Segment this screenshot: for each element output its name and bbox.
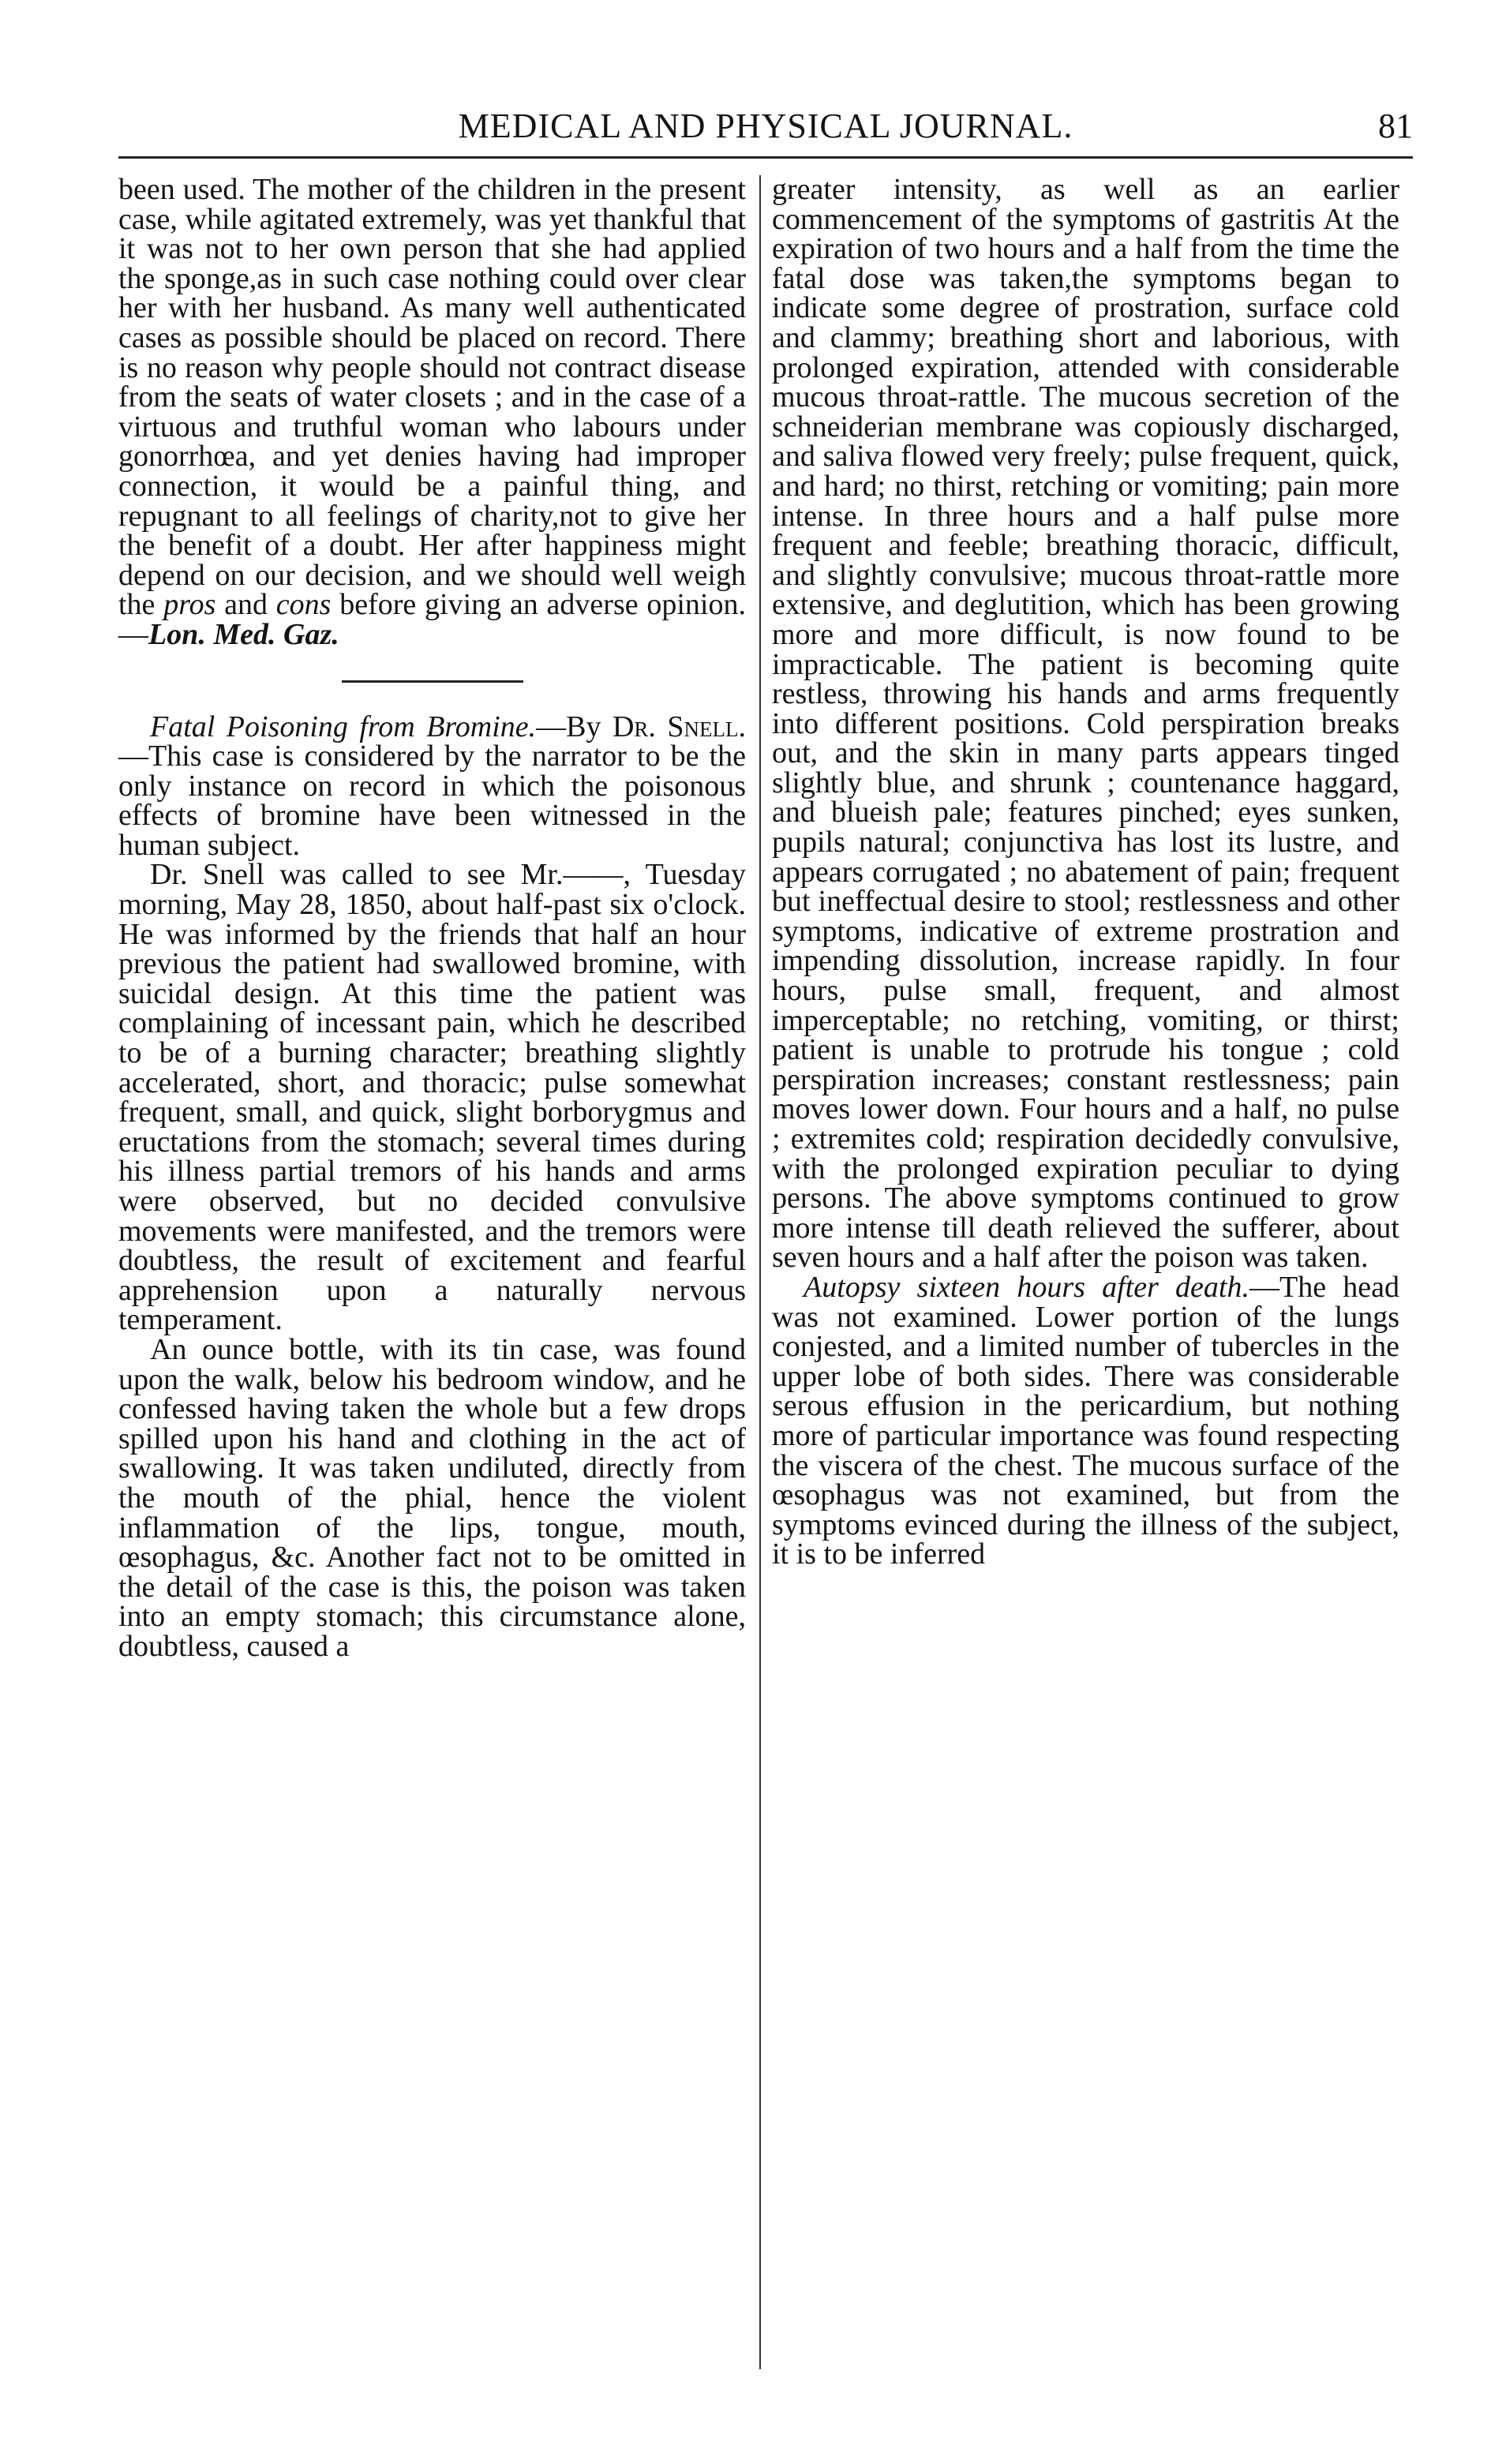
cons-word: cons: [275, 588, 332, 622]
section-divider: [342, 680, 523, 683]
left-column: [118, 175, 746, 1662]
case-history-paragraph: Dr. Snell was called to see Mr.——, Tuesday morning, May 28, 1850, about half-past six o'clock. He was informed by the friends that half an hour previous the patient had swallowed bromine, with suicidal design. At this time the patient was complaining of incessant pain, which he described to be of a burning character; breathing slightly accelerated, short, and thoracic; pulse somewhat frequent, small, and quick, slight borborygmus and eructations from the stomach; several times during his illness partial tremors of his hands and arms were observed, but no decided convulsive movements were manifested, and the tremors were doubtless, the result of excitement and fearful apprehension upon a naturally nervous temperament.: [118, 858, 746, 1337]
paragraph-text: been used. The mother of the children in the present case, while agitated extremely, was yet thankful that it was not to her own person that she had applied the sponge,as in such case nothing could over clear her with her husband. As many well authenticated cases as possible should be placed on record. There is no reason why people should not contract disease from the seats of water closets ; and in the case of a virtuous and truthful woman who labours under gonorrhœa, and yet denies having had improper connection, it would be a painful thing, and repugnant to all feelings of charity,not to give her the benefit of a doubt. Her after happiness might depend on our decision, and we should well weigh the: [118, 173, 746, 622]
autopsy-heading: Autopsy sixteen hours after death.: [804, 1270, 1249, 1304]
autopsy-dash: —: [1249, 1270, 1279, 1304]
paragraph-tail: before giving an adverse opinion.—: [118, 588, 746, 651]
running-title: MEDICAL AND PHYSICAL JOURNAL.: [458, 107, 1073, 145]
source-citation: Lon. Med. Gaz.: [148, 617, 339, 651]
article-by: —By: [536, 710, 613, 743]
autopsy-paragraph: [772, 1270, 1399, 1571]
article-intro-paragraph: [118, 710, 746, 862]
page-number: 81: [1378, 107, 1413, 145]
paragraph-gonorrhoea-conclusion: [118, 175, 746, 650]
pros-word: pros: [163, 588, 216, 622]
article-author: Dr. Snell.: [612, 710, 746, 743]
bottle-paragraph: An ounce bottle, with its tin case, was found upon the walk, below his bedroom window, and he confessed having taken the whole but a few drops spilled upon his hand and clothing in the act of swallowing. It was taken undiluted, directly from the mouth of the phial, hence the violent inflammation of the lips, tongue, mouth, œsophagus, &c. Another fact not to be omitted in the detail of the case is this, the poison was taken into an empty stomach; this circumstance alone, doubtless, caused a: [118, 1332, 746, 1663]
article-intro-text: —This case is considered by the narrator to be the only instance on record in which the poisonous effects of bromine have been witnessed in the human subject.: [118, 740, 746, 862]
symptoms-paragraph: greater intensity, as well as an earlier commencement of the symptoms of gastritis At the expiration of two hours and a half from the time the fatal dose was taken,the symptoms began to indicate some degree of prostration, surface cold and clammy; breathing short and laborious, with prolonged expiration, attended with considerable mucous throat-rattle. The mucous secretion of the schneiderian membrane was copiously discharged, and saliva flowed very freely; pulse frequent, quick, and hard; no thirst, retching or vomiting; pain more intense. In three hours and a half pulse more frequent and feeble; breathing thoracic, difficult, and slightly convulsive; mucous throat-rattle more extensive, and deglutition, which has been growing more and more difficult, is now found to be impracticable. The patient is becoming quite restless, throwing his hands and arms frequently into different positions. Cold perspiration breaks out, and the skin in many parts appears tinged slightly blue, and shrunk ; countenance haggard, and blueish pale; features pinched; eyes sunken, pupils natural; conjunctiva has lost its lustre, and appears corrugated ; no abatement of pain; frequent but ineffectual desire to stool; restlessness and other symptoms, indicative of extreme prostration and impending dissolution, increase rapidly. In four hours, pulse small, frequent, and almost imperceptable; no retching, vomiting, or thirst; patient is unable to protrude his tongue ; cold perspiration increases; constant restlessness; pain moves lower down. Four hours and a half, no pulse ; extremites cold; respiration decidedly convulsive, with the prolonged expiration peculiar to dying persons. The above symptoms continued to grow more intense till death relieved the sufferer, about seven hours and a half after the poison was taken.: [772, 173, 1399, 1275]
page-header: [118, 95, 1413, 158]
header-rule: [118, 156, 1413, 159]
conjunction-text: and: [215, 588, 276, 622]
column-divider: [759, 175, 761, 2369]
right-column: [772, 175, 1399, 1570]
article-title: Fatal Poisoning from Bromine.: [150, 710, 537, 743]
autopsy-text: The head was not examined. Lower portion of the lungs conjested, and a limited number of tubercles in the upper lobe of both sides. There was considerable serous effusion in the pericardium, but nothing more of particular importance was found respecting the viscera of the chest. The mucous surface of the œsophagus was not examined, but from the symptoms evinced during the illness of the subject, it is to be inferred: [772, 1270, 1399, 1571]
